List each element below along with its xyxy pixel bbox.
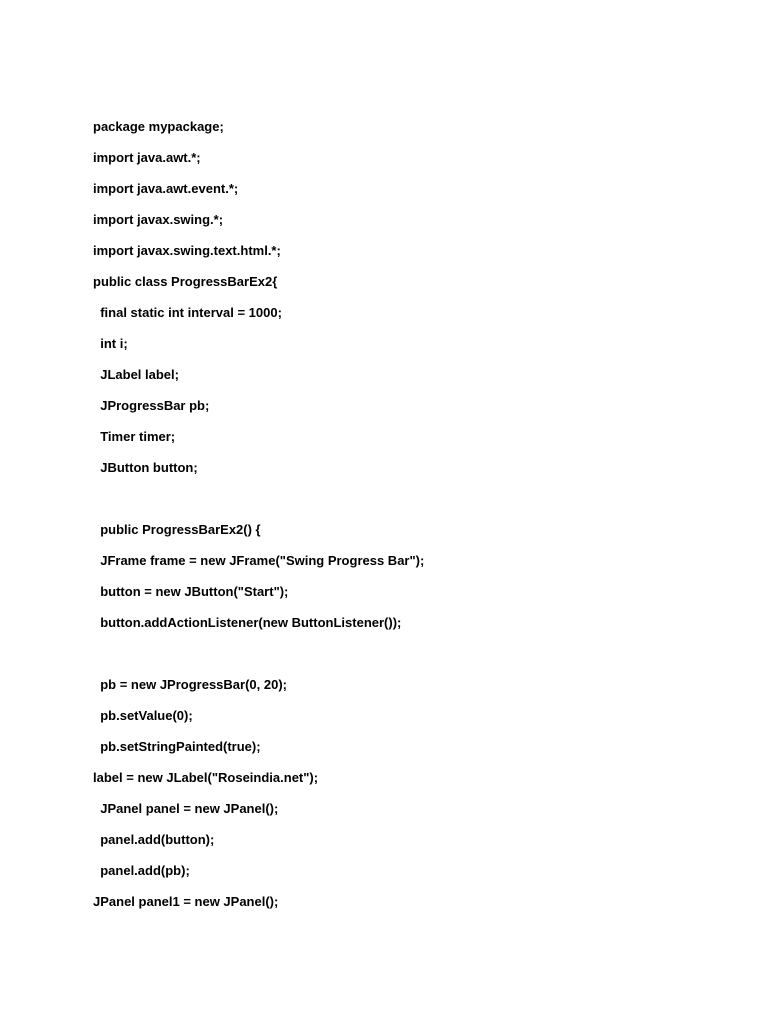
code-line: JProgressBar pb; <box>93 398 210 413</box>
code-line: JButton button; <box>93 460 198 475</box>
code-line: int i; <box>93 336 128 351</box>
code-line: import java.awt.event.*; <box>93 181 239 196</box>
code-line: label = new JLabel("Roseindia.net"); <box>93 770 319 785</box>
code-line: panel.add(pb); <box>93 863 190 878</box>
code-line: JPanel panel1 = new JPanel(); <box>93 894 279 909</box>
code-line: panel.add(button); <box>93 832 215 847</box>
code-line: import javax.swing.text.html.*; <box>93 243 281 258</box>
code-line: button.addActionListener(new ButtonListener()); <box>93 615 402 630</box>
code-line: JLabel label; <box>93 367 179 382</box>
code-line: import javax.swing.*; <box>93 212 224 227</box>
code-line: package mypackage; <box>93 119 224 134</box>
blank-line <box>93 489 733 508</box>
code-line: public class ProgressBarEx2{ <box>93 274 278 289</box>
code-line: button = new JButton("Start"); <box>93 584 289 599</box>
code-line: public ProgressBarEx2() { <box>93 522 261 537</box>
code-line: JFrame frame = new JFrame("Swing Progress Bar"); <box>93 553 425 568</box>
code-line: pb = new JProgressBar(0, 20); <box>93 677 287 692</box>
code-line: import java.awt.*; <box>93 150 201 165</box>
blank-line <box>93 644 733 663</box>
code-line: JPanel panel = new JPanel(); <box>93 801 279 816</box>
code-line: final static int interval = 1000; <box>93 305 282 320</box>
code-line: Timer timer; <box>93 429 176 444</box>
code-listing <box>93 117 733 923</box>
code-line: pb.setValue(0); <box>93 708 193 723</box>
code-line: pb.setStringPainted(true); <box>93 739 261 754</box>
